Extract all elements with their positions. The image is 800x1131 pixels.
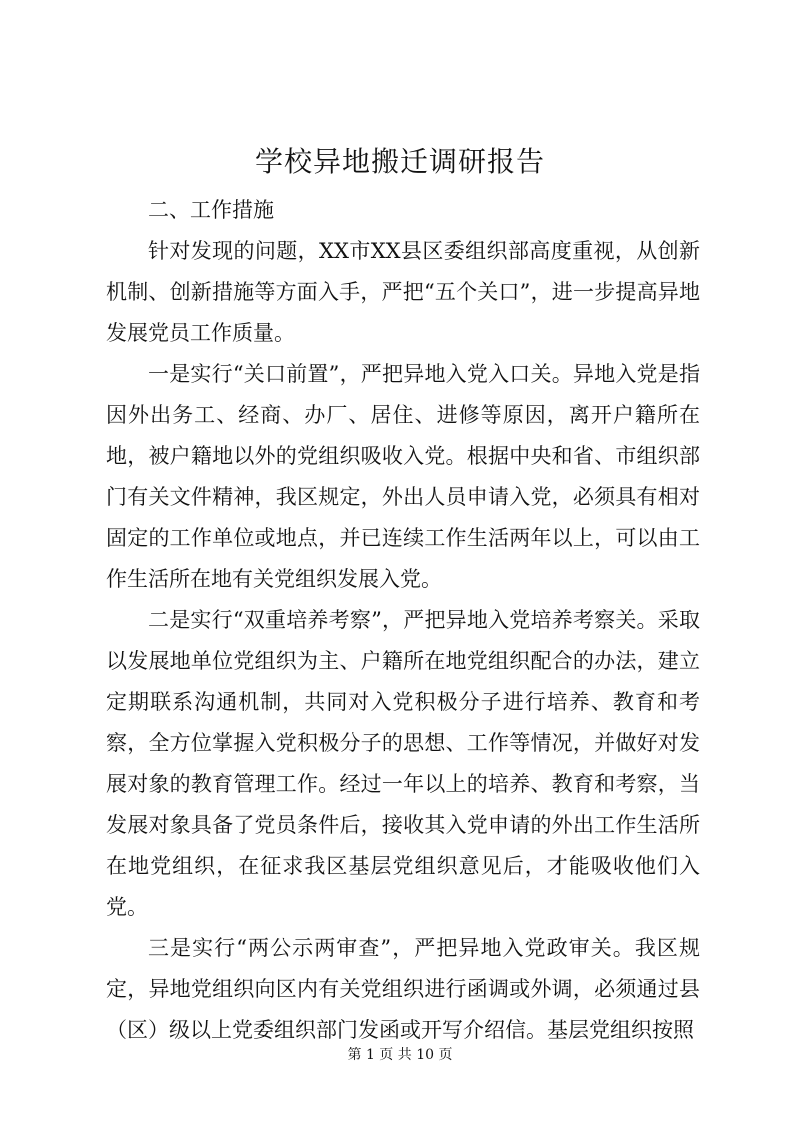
paragraph: 三是实行“两公示两审查”，严把异地入党政审关。我区规定，异地党组织向区内有关党组织进行函调或外调，必须通过县（区）级以上党委组织部门发函或开写介绍信。基层党组织按照 xyxy=(106,936,700,1042)
page-footer xyxy=(0,1045,800,1065)
page-number: 第 1 页 xyxy=(347,1047,394,1063)
page-total: 共 10 页 xyxy=(397,1047,453,1063)
paragraph: 针对发现的问题，XX市XX县区委组织部高度重视，从创新机制、创新措施等方面入手，严把“五个关口”，进一步提高异地发展党员工作质量。 xyxy=(106,239,700,345)
paragraph: 二是实行“双重培养考察”，严把异地入党培养考察关。采取以发展地单位党组织为主、户籍所在地党组织配合的办法，建立定期联系沟通机制，共同对入党积极分子进行培养、教育和考察，全方位掌握入党积极分子的思想、工作等情况，并做好对发展对象的教育管理工作。经过一年以上的培养、教育和考察，当发展对象具备了党员条件后，接收其入党申请的外出工作生活所在地党组织，在征求我区基层党组织意见后，才能吸收他们入党。 xyxy=(106,608,700,919)
paragraph: 一是实行“关口前置”，严把异地入党入口关。异地入党是指因外出务工、经商、办厂、居住、进修等原因，离开户籍所在地，被户籍地以外的党组织吸收入党。根据中央和省、市组织部门有关文件精神，我区规定，外出人员申请入党，必须具有相对固定的工作单位或地点，并已连续工作生活两年以上，可以由工作生活所在地有关党组织发展入党。 xyxy=(106,362,700,591)
section-heading: 二、工作措施 xyxy=(148,198,274,222)
document-title: 学校异地搬迁调研报告 xyxy=(254,145,545,178)
document-body xyxy=(106,190,700,1051)
